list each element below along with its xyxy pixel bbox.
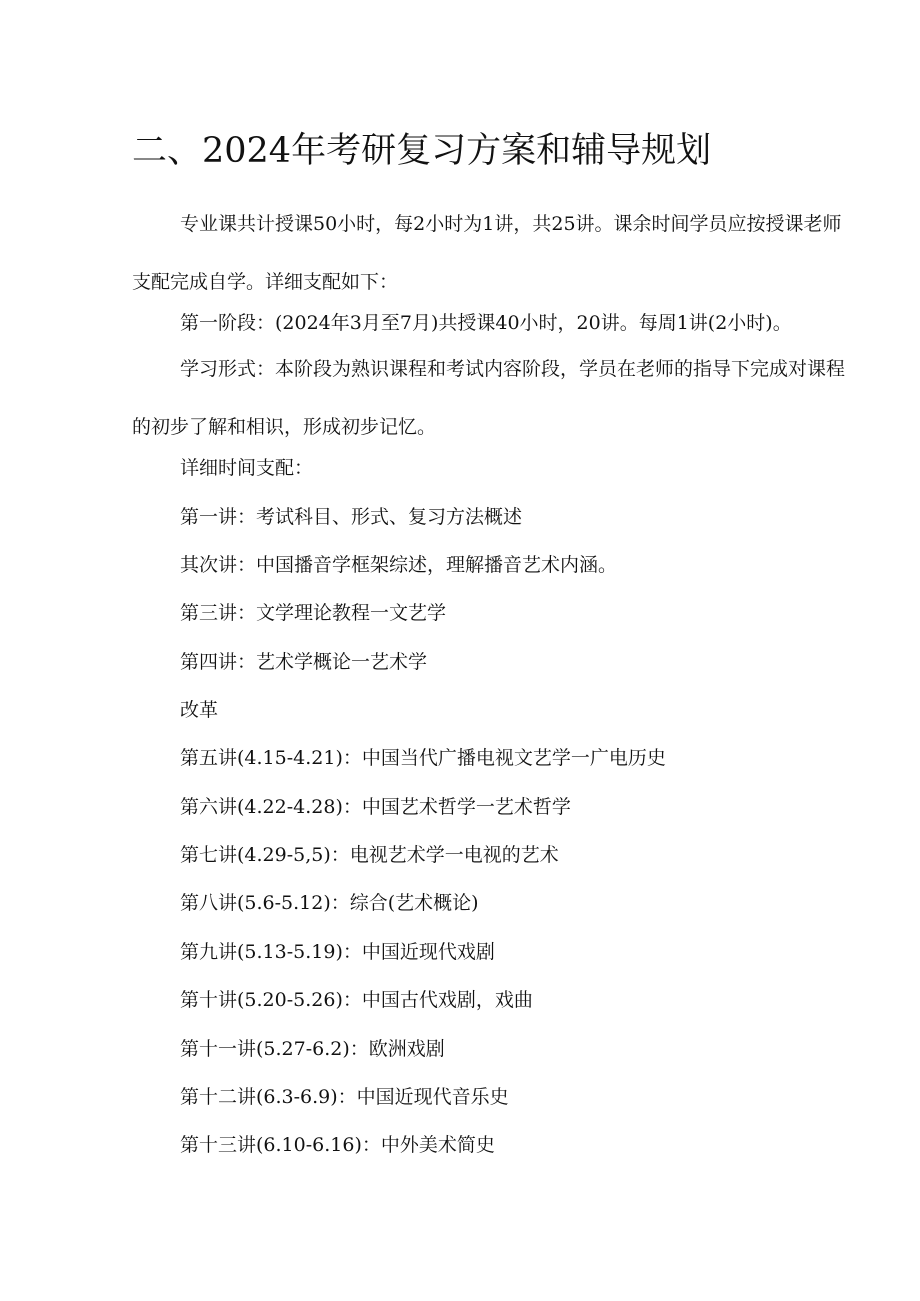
lecture-item: 第十讲(5.20-5.26)：中国古代戏剧，戏曲 xyxy=(180,989,533,1011)
study-form-paragraph: 学习形式：本阶段为熟识课程和考试内容阶段，学员在老师的指导下完成对课程的初步了解和相识，形成初步记忆。 xyxy=(132,358,846,438)
lecture-item: 其次讲：中国播音学框架综述，理解播音艺术内涵。 xyxy=(180,554,618,576)
lecture-item: 第五讲(4.15-4.21)：中国当代广播电视文艺学一广电历史 xyxy=(180,747,666,769)
intro-paragraph: 专业课共计授课50小时，每2小时为1讲，共25讲。课余时间学员应按授课老师支配完成自学。详细支配如下： xyxy=(132,213,842,293)
lecture-item: 第六讲(4.22-4.28)：中国艺术哲学一艺术哲学 xyxy=(180,796,571,818)
lecture-item: 第一讲：考试科目、形式、复习方法概述 xyxy=(180,506,523,528)
stage-one-line: 第一阶段：(2024年3月至7月)共授课40小时，20讲。每周1讲(2小时)。 xyxy=(180,312,792,334)
lecture-item: 第八讲(5.6-5.12)：综合(艺术概论) xyxy=(180,892,479,914)
lecture-item: 第十二讲(6.3-6.9)：中国近现代音乐史 xyxy=(180,1086,509,1108)
lecture-item: 第七讲(4.29-5,5)：电视艺术学一电视的艺术 xyxy=(180,844,559,866)
lecture-item: 第四讲：艺术学概论一艺术学 xyxy=(180,651,428,673)
section-heading: 二、2024年考研复习方案和辅导规划 xyxy=(132,131,712,171)
lecture-item: 第十一讲(5.27-6.2)：欧洲戏剧 xyxy=(180,1038,445,1060)
lecture-item: 第九讲(5.13-5.19)：中国近现代戏剧 xyxy=(180,941,495,963)
schedule-label: 详细时间支配： xyxy=(180,457,314,479)
lecture-item: 改革 xyxy=(180,699,219,721)
lecture-item: 第三讲：文学理论教程一文艺学 xyxy=(180,602,447,624)
lecture-item: 第十三讲(6.10-6.16)：中外美术简史 xyxy=(180,1134,495,1156)
